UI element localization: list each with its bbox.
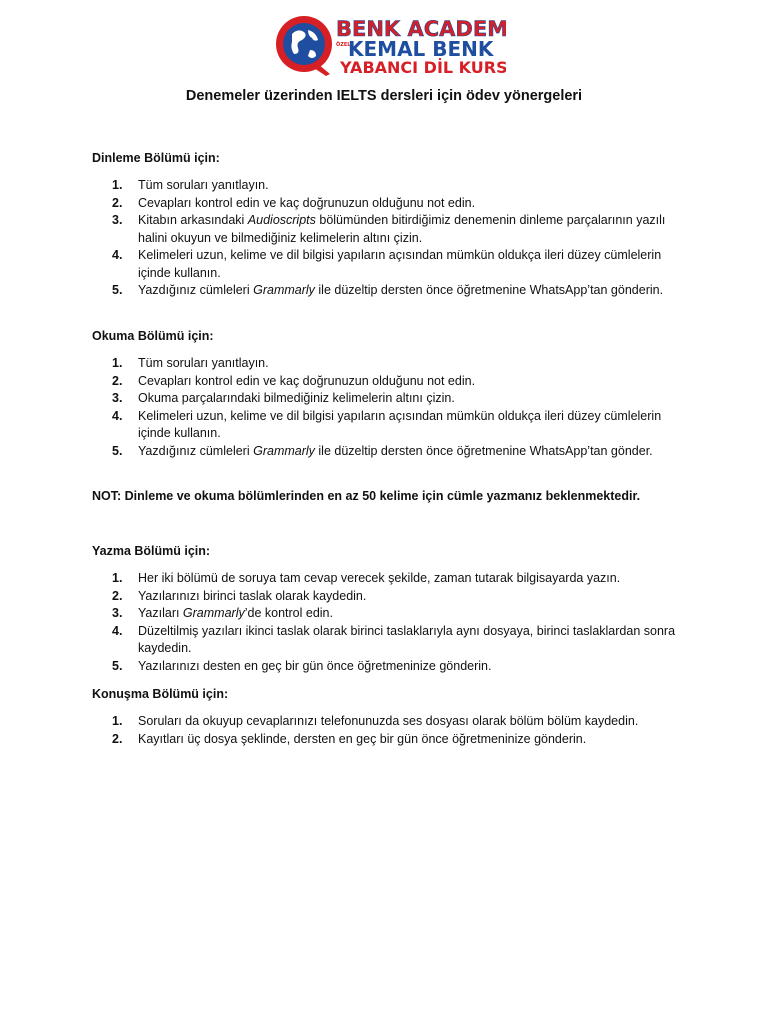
list-item-text: ’de kontrol edin. xyxy=(244,606,333,620)
list-item-text: Tüm soruları yanıtlayın. xyxy=(138,178,269,192)
okuma-heading: Okuma Bölümü için: xyxy=(92,329,214,343)
logo-line3: YABANCI DİL KURSU xyxy=(340,58,506,77)
list-item xyxy=(92,731,692,749)
logo-line2: KEMAL BENK xyxy=(348,37,494,61)
list-item xyxy=(92,177,692,195)
list-item xyxy=(92,658,692,676)
logo-graphic xyxy=(274,12,506,78)
list-item-italic-text: Grammarly xyxy=(182,606,245,620)
list-item xyxy=(92,570,692,588)
list-item-text: Yazılarınızı desten en geç bir gün önce öğretmeninize gönderin. xyxy=(138,658,492,673)
list-item-text: Yazıları xyxy=(138,606,183,620)
list-item-italic-text: Grammarly xyxy=(253,283,315,297)
globe-icon xyxy=(283,23,325,65)
list-item-text: Cevapları kontrol edin ve kaç doğrunuzun olduğunu not edin. xyxy=(138,373,476,388)
list-item-text: Kelimeleri uzun, kelime ve dil bilgisi yapıların açısından mümkün oldukça ileri düzey cümlelerin içinde kullanın. xyxy=(138,248,662,280)
list-item-number: 1. xyxy=(112,356,123,370)
list-item-text: Kelimeleri uzun, kelime ve dil bilgisi yapıların açısından mümkün oldukça ileri düzey cümlelerin içinde kullanın. xyxy=(138,408,662,440)
list-item xyxy=(92,588,692,606)
list-item xyxy=(92,713,692,731)
list-item-number: 1. xyxy=(112,178,123,192)
note-text: NOT: Dinleme ve okuma bölümlerinden en az 50 kelime için cümle yazmanız beklenmektedir. xyxy=(92,489,641,503)
list-item xyxy=(92,408,692,443)
yazma-list xyxy=(92,570,692,675)
list-item-number: 5. xyxy=(112,283,123,297)
list-item-text: Okuma parçalarındaki bilmediğiniz kelimelerin altını çizin. xyxy=(138,391,455,405)
list-item-italic-text: Audioscripts xyxy=(247,213,316,227)
list-item-text: ile düzeltip dersten önce öğretmenine WhatsApp’tan gönderin. xyxy=(314,283,664,297)
list-item-number: 5. xyxy=(112,658,123,673)
list-item-number: 3. xyxy=(112,606,123,620)
list-item xyxy=(92,212,692,247)
dinleme-heading: Dinleme Bölümü için: xyxy=(92,151,220,165)
list-item xyxy=(92,390,692,408)
benk-academy-logo xyxy=(274,12,506,78)
list-item-text: Yazdığınız cümleleri xyxy=(138,283,254,297)
konusma-heading: Konuşma Bölümü için: xyxy=(92,687,229,701)
logo-line2-small: ÖZEL xyxy=(336,42,351,48)
yazma-heading: Yazma Bölümü için: xyxy=(92,544,211,558)
list-item-text: Düzeltilmiş yazıları ikinci taslak olarak birinci taslaklarıyla aynı dosyaya, birinci taslaklardan sonra kaydedin. xyxy=(138,623,676,655)
dinleme-list xyxy=(92,177,692,300)
konusma-list xyxy=(92,713,692,748)
list-item-text: Yazdığınız cümleleri xyxy=(138,443,254,458)
list-item-number: 2. xyxy=(112,195,123,210)
list-item-number: 2. xyxy=(112,731,123,746)
list-item-number: 3. xyxy=(112,213,123,227)
list-item-number: 4. xyxy=(112,623,123,638)
list-item-number: 1. xyxy=(112,714,123,728)
list-item-text: Kayıtları üç dosya şeklinde, dersten en geç bir gün önce öğretmeninize gönderin. xyxy=(138,731,587,746)
list-item-number: 2. xyxy=(112,373,123,388)
list-item xyxy=(92,623,692,658)
list-item-text: Cevapları kontrol edin ve kaç doğrunuzun olduğunu not edin. xyxy=(138,195,476,210)
list-item xyxy=(92,355,692,373)
list-item-text: ile düzeltip dersten önce öğretmenine WhatsApp’tan gönder. xyxy=(314,443,653,458)
list-item xyxy=(92,195,692,213)
logo-line1: BENK ACADEMY xyxy=(336,17,506,41)
list-item-text: Yazılarınızı birinci taslak olarak kaydedin. xyxy=(138,588,367,603)
list-item-number: 5. xyxy=(112,443,123,458)
list-item-number: 1. xyxy=(112,571,123,585)
list-item-text: Tüm soruları yanıtlayın. xyxy=(138,356,269,370)
list-item xyxy=(92,605,692,623)
list-item-number: 2. xyxy=(112,588,123,603)
list-item-number: 4. xyxy=(112,408,123,423)
list-item xyxy=(92,443,692,461)
list-item-italic-text: Grammarly xyxy=(253,443,315,458)
list-item-text: Soruları da okuyup cevaplarınızı telefonunuzda ses dosyası olarak bölüm bölüm kaydedin. xyxy=(138,714,639,728)
list-item xyxy=(92,282,692,300)
list-item xyxy=(92,373,692,391)
list-item-number: 4. xyxy=(112,248,123,262)
list-item-number: 3. xyxy=(112,391,123,405)
list-item xyxy=(92,247,692,282)
okuma-list xyxy=(92,355,692,460)
list-item-text: bölümünden bitirdiğimiz denemenin dinleme parçalarının yazılı halini okuyun ve bilmediğiniz kelimelerin altını çizin. xyxy=(138,213,666,245)
list-item-text: Her iki bölümü de soruya tam cevap verecek şekilde, zaman tutarak bilgisayarda yazın. xyxy=(138,571,621,585)
page-title: Denemeler üzerinden IELTS dersleri için ödev yönergeleri xyxy=(185,88,583,104)
list-item-text: Kitabın arkasındaki xyxy=(138,213,248,227)
